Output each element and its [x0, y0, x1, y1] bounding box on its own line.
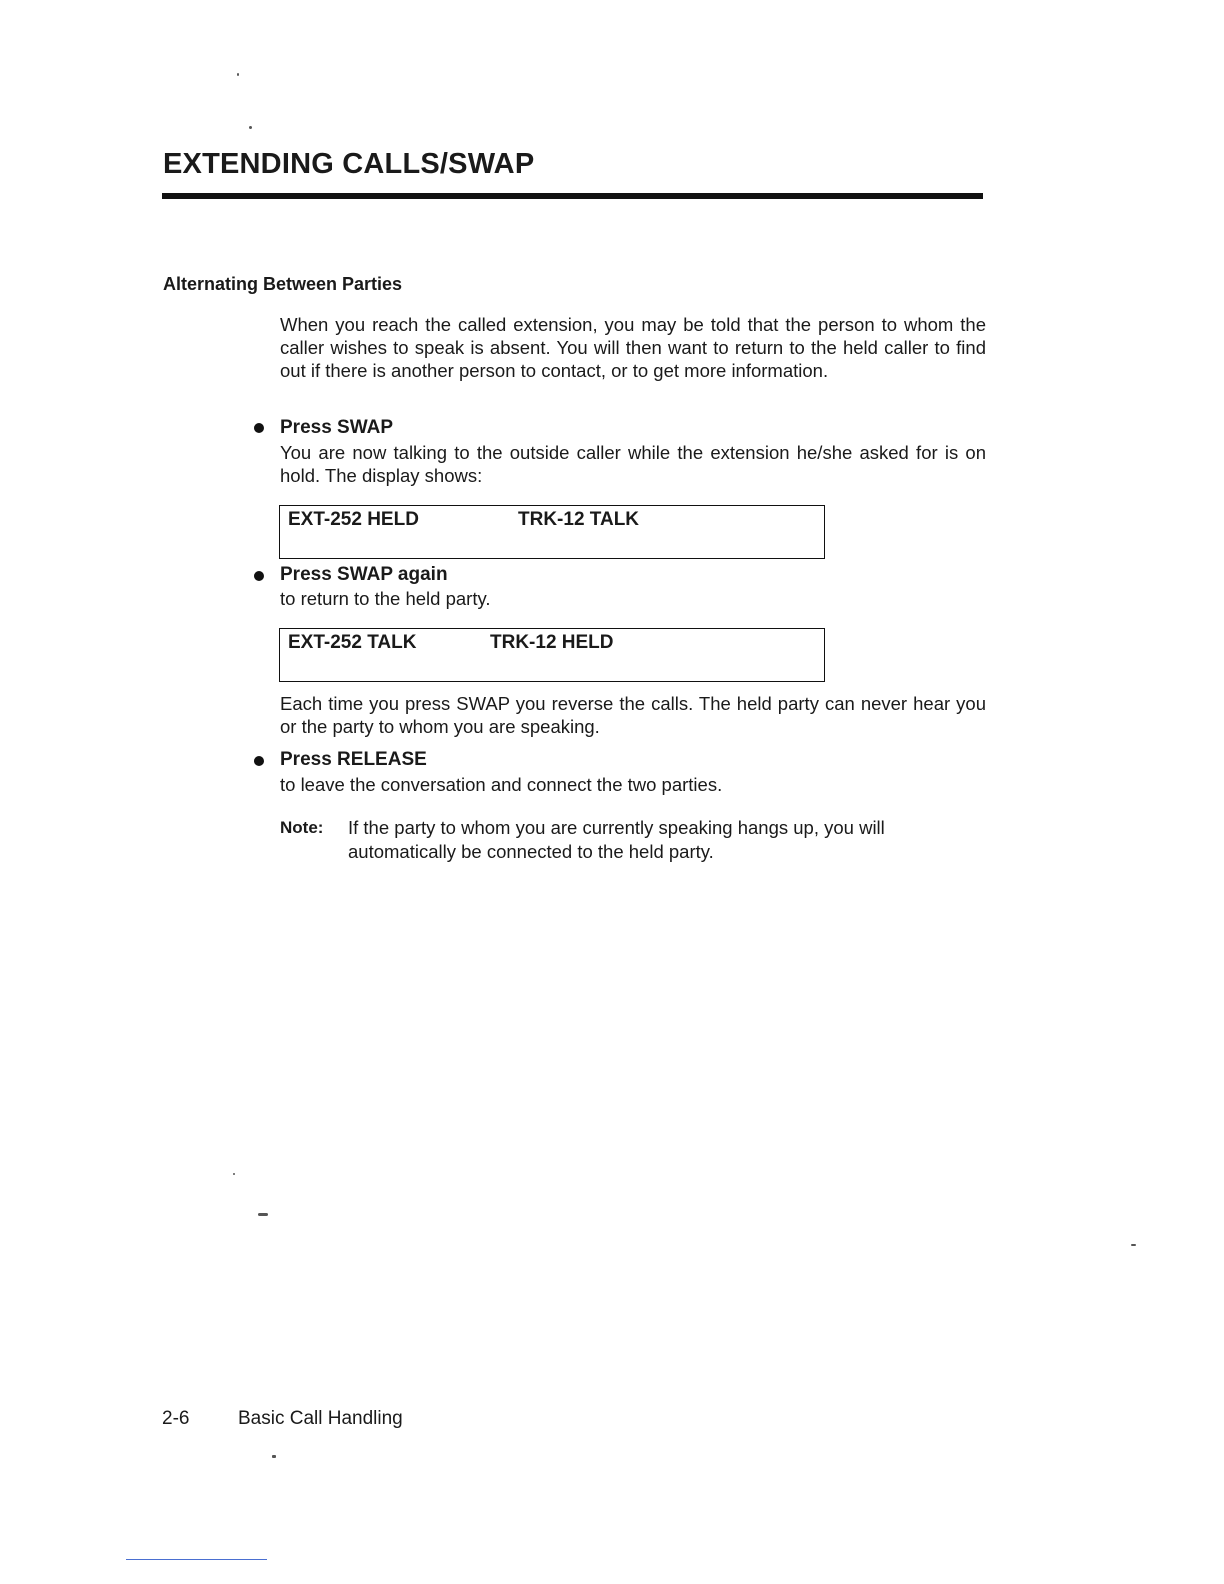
scan-speck [237, 73, 239, 76]
display-2-left: EXT-252 TALK [288, 632, 417, 653]
scan-speck [272, 1455, 276, 1458]
swap-explanation: Each time you press SWAP you reverse the calls. The held party can never hear you or the party to whom you are speaking. [280, 693, 986, 737]
footer-chapter-title: Basic Call Handling [238, 1408, 403, 1429]
step-1-action: Press SWAP [280, 417, 393, 438]
step-2-action: Press SWAP again [280, 564, 448, 585]
scan-speck [1131, 1244, 1136, 1246]
corner-line [126, 1559, 267, 1560]
step-3-text: to leave the conversation and connect the two parties. [280, 774, 723, 795]
step-2-text: to return to the held party. [280, 588, 491, 609]
note-label: Note: [280, 818, 324, 837]
bullet-icon [254, 756, 264, 766]
note-text: If the party to whom you are currently speaking hangs up, you will automatically be connected to the held party. [348, 817, 885, 862]
page-title: EXTENDING CALLS/SWAP [163, 148, 535, 180]
bullet-icon [254, 423, 264, 433]
scan-speck [249, 126, 252, 129]
footer-page-number: 2-6 [162, 1408, 190, 1429]
intro-paragraph: When you reach the called extension, you may be told that the person to whom the caller wishes to speak is absent. You will then want to return to the held caller to find out if there is another person to contact, or to get more information. [280, 314, 986, 381]
scan-speck [233, 1173, 235, 1175]
scan-speck [258, 1213, 268, 1216]
display-panel-1 [279, 505, 825, 559]
title-rule [162, 193, 983, 199]
display-panel-2 [279, 628, 825, 682]
display-2-right: TRK-12 HELD [490, 632, 614, 653]
section-heading: Alternating Between Parties [163, 274, 403, 294]
bullet-icon [254, 571, 264, 581]
step-1-text: You are now talking to the outside caller while the extension he/she asked for is on hold. The display shows: [280, 442, 986, 486]
display-1-right: TRK-12 TALK [518, 509, 640, 530]
display-1-left: EXT-252 HELD [288, 509, 419, 530]
step-3-action: Press RELEASE [280, 749, 427, 770]
